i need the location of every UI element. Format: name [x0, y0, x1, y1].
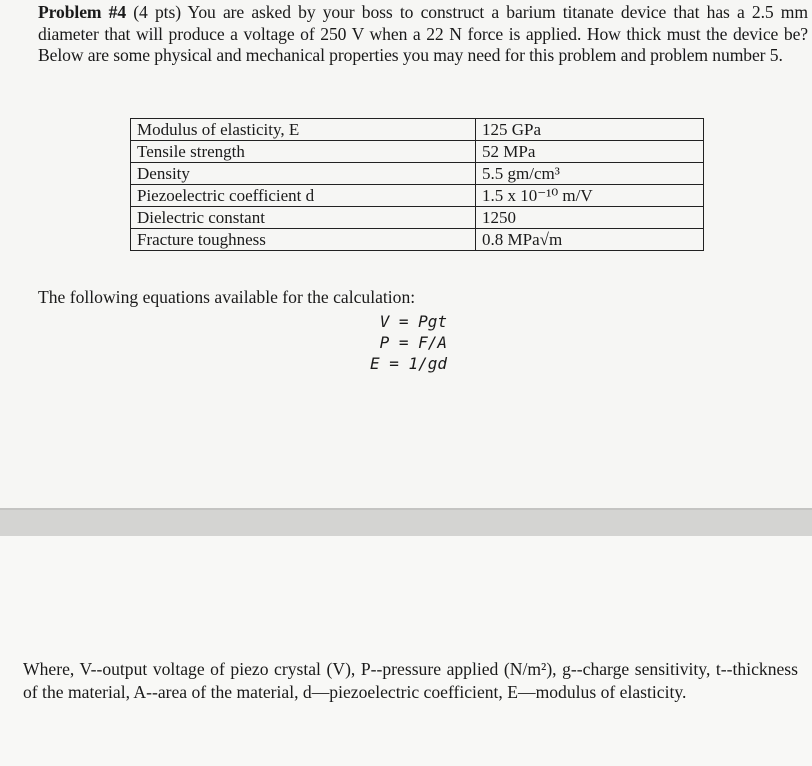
property-value: 5.5 gm/cm³ [476, 163, 704, 185]
property-name: Tensile strength [131, 141, 476, 163]
property-value: 1.5 x 10⁻¹⁰ m/V [476, 185, 704, 207]
property-value: 0.8 MPa√m [476, 229, 704, 251]
equation-voltage: V = Pgt [379, 312, 448, 331]
problem-text: You are asked by your boss to construct a barium titanate device that has a 2.5 mm diameter that will produce a voltage of 250 V when a 22 N force is applied. How thick must the device be? Below are some physical and mechanical properties you may need for this problem and problem number 5. [38, 2, 808, 65]
property-name: Piezoelectric coefficient d [131, 185, 476, 207]
table-row [131, 207, 704, 229]
problem-points: (4 pts) [133, 2, 181, 22]
property-name: Fracture toughness [131, 229, 476, 251]
properties-table [130, 118, 704, 251]
property-value: 125 GPa [476, 119, 704, 141]
page-divider [0, 508, 812, 537]
equation-modulus: E = 1/gd [370, 354, 448, 373]
property-name: Modulus of elasticity, E [131, 119, 476, 141]
table-row [131, 163, 704, 185]
table-row [131, 141, 704, 163]
problem-heading: Problem #4 [38, 2, 127, 22]
property-name: Density [131, 163, 476, 185]
table-row [131, 185, 704, 207]
equation-pressure: P = F/A [379, 333, 448, 352]
property-value: 1250 [476, 207, 704, 229]
table-row [131, 229, 704, 251]
problem-statement [38, 2, 808, 67]
page-bottom-section [0, 536, 812, 766]
variable-definitions: Where, V--output voltage of piezo crystal (V), P--pressure applied (N/m²), g--charge sensitivity, t--thickness of the material, A--area of the material, d—piezoelectric coefficient, E—modulus of elasticity. [23, 659, 798, 702]
property-value: 52 MPa [476, 141, 704, 163]
equations-intro: The following equations available for the calculation: [38, 287, 416, 307]
table-row [131, 119, 704, 141]
property-name: Dielectric constant [131, 207, 476, 229]
equations-block [370, 311, 447, 374]
